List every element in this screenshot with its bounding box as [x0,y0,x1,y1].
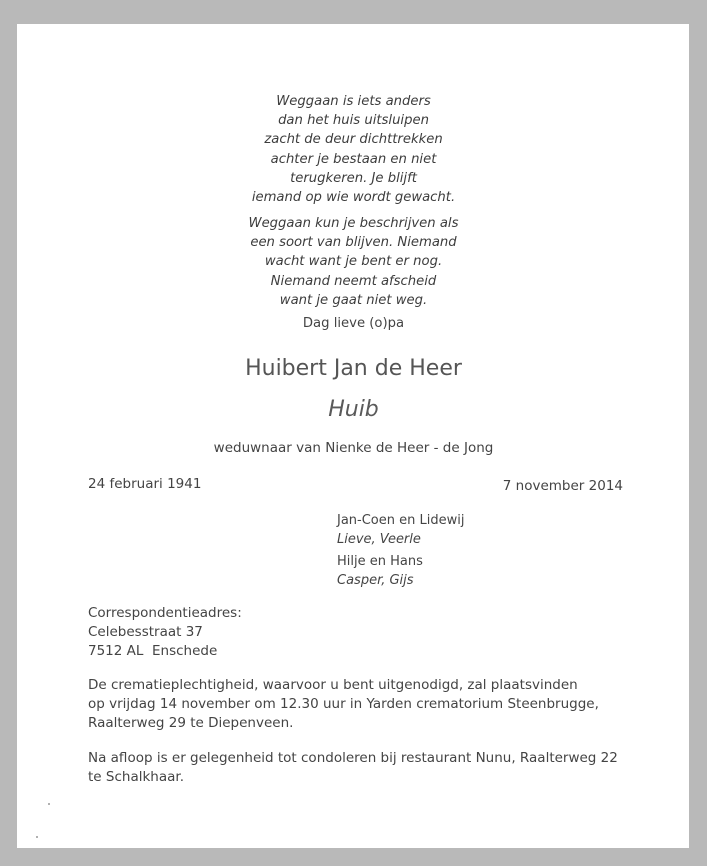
poem-line: dan het huis uitsluipen [278,113,429,129]
poem-line: Weggaan is iets anders [276,94,431,109]
poem-line: achter je bestaan en niet [270,151,437,167]
poem-stanza-2 [0,214,707,310]
poem-line: een soort van blijven. Niemand [250,235,457,251]
family-parents: Hilje en Hans [337,554,423,569]
address-label: Correspondentieadres: [88,605,242,621]
family-children: Lieve, Veerle [337,532,421,547]
ceremony-line: op vrijdag 14 november om 12.30 uur in Yarden crematorium Steenbrugge, [88,696,599,712]
condolence-line: te Schalkhaar. [88,769,184,785]
ceremony-line: De crematieplechtigheid, waarvoor u bent uitgenodigd, zal plaatsvinden [88,677,578,693]
paper-speck [36,836,38,838]
family-parents: Jan-Coen en Lidewij [337,513,465,528]
widower-line: weduwnaar van Nienke de Heer - de Jong [213,440,494,456]
family-list [337,511,464,590]
condolence-line: Na afloop is er gelegenheid tot condoleren bij restaurant Nunu, Raalterweg 22 [88,750,618,766]
paper-speck [48,803,50,805]
birth-date: 24 februari 1941 [88,476,202,492]
correspondence-address [88,604,242,661]
poem-line: iemand op wie wordt gewacht. [251,190,456,206]
ceremony-paragraph [88,676,648,733]
poem-line: Weggaan kun je beschrijven als [248,216,459,231]
death-date: 7 november 2014 [502,478,623,494]
poem-line: wacht want je bent er nog. [264,254,443,270]
greeting: Dag lieve (o)pa [302,316,405,331]
deceased-nickname: Huib [328,397,379,422]
poem-line: Niemand neemt afscheid [270,273,437,289]
ceremony-line: Raalterweg 29 te Diepenveen. [88,715,294,731]
address-city: 7512 AL Enschede [88,643,218,659]
poem-line: zacht de deur dichttrekken [264,132,443,148]
condolence-paragraph [88,749,648,787]
deceased-name: Huibert Jan de Heer [245,356,462,381]
address-street: Celebesstraat 37 [88,624,203,640]
poem-line: want je gaat niet weg. [279,292,428,308]
poem-line: terugkeren. Je blijft [290,170,417,186]
poem-stanza-1 [0,92,707,207]
family-children: Casper, Gijs [337,573,414,588]
